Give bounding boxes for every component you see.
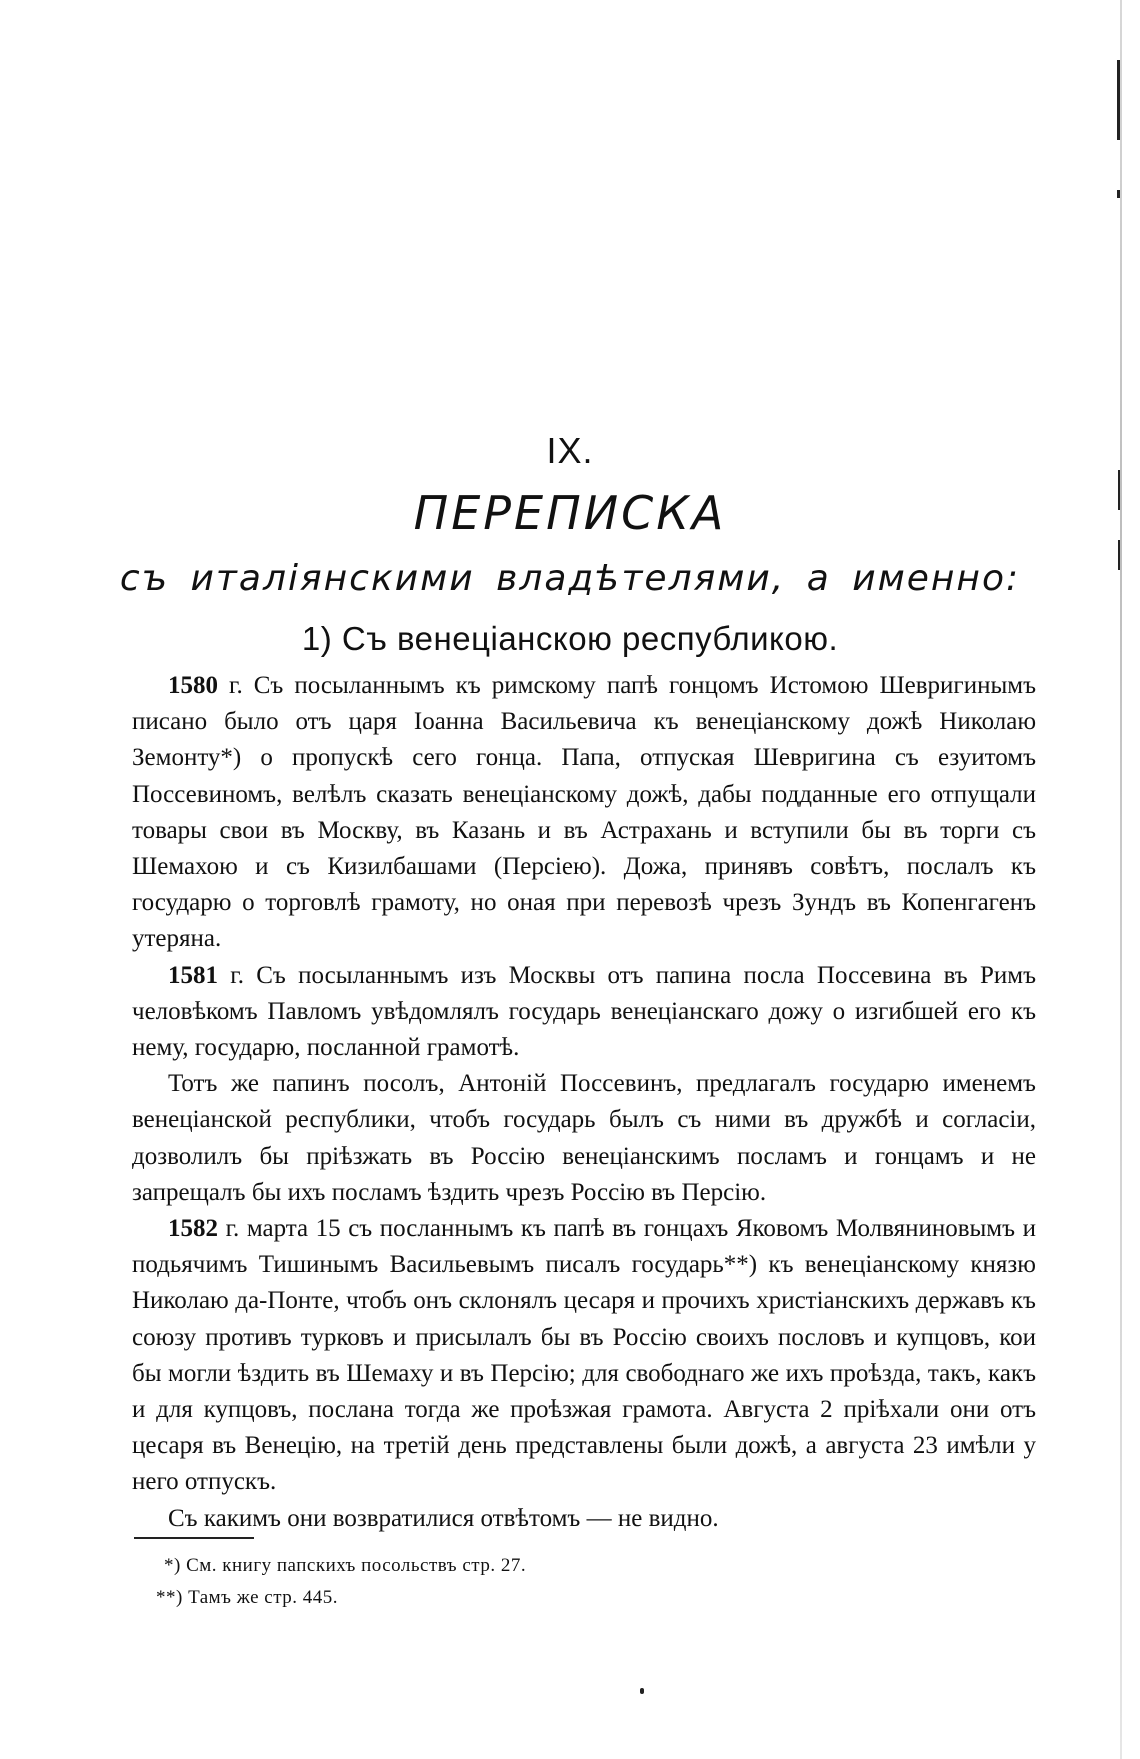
edge-mark-top (1117, 60, 1120, 140)
subsection-heading: 1) Съ венеціанскою республикою. (301, 620, 839, 657)
paragraph-text: г. марта 15 съ посланнымъ къ папѣ въ гонцахъ Яковомъ Молвяниновымъ и подьячимъ Тишинымъ Васильевымъ писалъ государь**) къ венеціанскому князю Николаю да-Понте, чтобъ онъ склонялъ цесаря и прочихъ христіанскихъ державъ къ союзу противъ турковъ и присылалъ бы въ Россію своихъ пословъ и купцовъ, кои бы могли ѣздить въ Шемаху и въ Персію; для свободнаго же ихъ проѣзда, такъ, какъ и для купцовъ, послана тогда же проѣзжая грамота. Августа 2 пріѣхали они отъ цесаря въ Венецію, на третій день представлены были дожѣ, а августа 23 имѣли у него отпускъ. (132, 1215, 1037, 1496)
paragraph-text: Съ какимъ они возвратилися отвѣтомъ — не видно. (168, 1504, 719, 1532)
edge-mark-small (1117, 190, 1120, 198)
paragraph-text: Тотъ же папинъ посолъ, Антоній Поссевинъ, предлагалъ государю именемъ венеціанской республики, чтобъ государь былъ съ ними въ дружбѣ и согласіи, дозволилъ бы пріѣзжать въ Россію венеціанскимъ посламъ и гонцамъ и не запрещалъ бы ихъ посламъ ѣздить чрезъ Россію въ Персію. (132, 1070, 1036, 1206)
section-number: IX. (546, 430, 594, 471)
paragraph-possevin (132, 1066, 1036, 1211)
footnote-1: *) См. книгу папскихъ посольствъ стр. 27. (164, 1555, 527, 1576)
footnotes (132, 1550, 526, 1614)
year-label: 1582 (168, 1215, 218, 1243)
body-text (132, 668, 1036, 1537)
year-label: 1580 (168, 672, 218, 699)
year-label: 1581 (168, 961, 218, 989)
paragraph-text: г. Съ посыланнымъ къ римскому папѣ гонцомъ Истомою Шевригинымъ писано было отъ царя Іоанна Васильевича къ венеціанскому дожѣ Николаю Земонту*) о пропускѣ сего гонца. Папа, отпуская Шевригина съ езуитомъ Поссевиномъ, велѣлъ сказать венеціанскому дожѣ, дабы подданные его отпущали товары свои въ Москву, въ Казань и въ Астрахань и вступили бы въ торги съ Шемахою и съ Кизилбашами (Персіею). Дожа, принявъ совѣтъ, послалъ къ государю о торговлѣ грамоту, но оная при перевозѣ чрезъ Зундъ въ Копенгагенъ утеряна. (132, 672, 1036, 953)
page-edge-line (1120, 0, 1122, 1759)
paragraph-text: г. Съ посыланнымъ изъ Москвы отъ папина посла Поссевина въ Римъ человѣкомъ Павломъ увѣдомлялъ государь венеціанскаго дожу о изгибшей его къ нему, государю, посланной грамотѣ. (132, 961, 1037, 1062)
paragraph-1582 (132, 1211, 1036, 1501)
paragraph-closing (132, 1501, 1036, 1537)
paragraph-1580 (132, 668, 1036, 958)
print-speck (640, 1688, 644, 1694)
section-subtitle: съ италіянскими владѣтелями, а именно: (119, 558, 1021, 599)
footnote-divider (134, 1537, 254, 1539)
paragraph-1581 (132, 958, 1036, 1067)
section-title: ПЕРЕПИСКА (413, 486, 727, 540)
footnote-2: **) Тамъ же стр. 445. (156, 1587, 339, 1608)
